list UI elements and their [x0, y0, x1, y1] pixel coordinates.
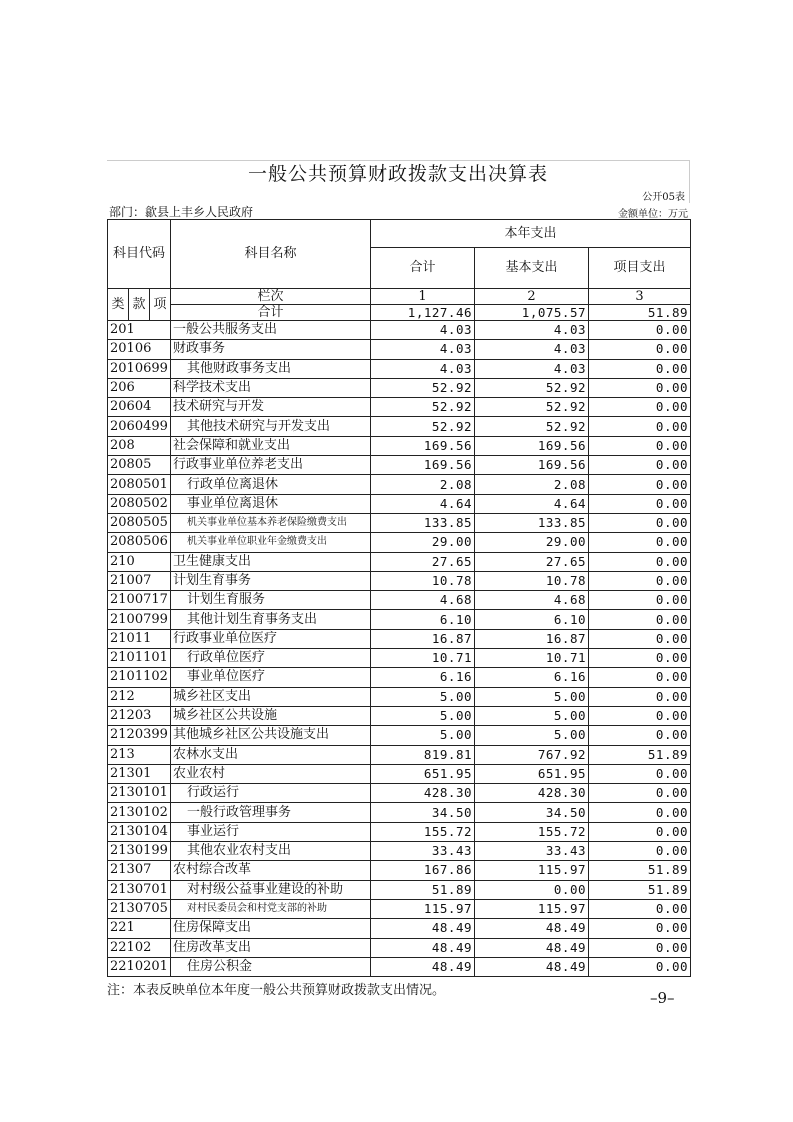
- project-value: 0.00: [589, 629, 691, 648]
- basic-value: 52.92: [475, 378, 589, 397]
- unit-label: 金额单位：万元: [618, 209, 688, 220]
- subject-name: 行政事业单位医疗: [171, 629, 371, 648]
- basic-value: 10.78: [475, 571, 589, 590]
- total-row: [108, 305, 691, 321]
- subject-name: 住房保障支出: [171, 919, 371, 938]
- subject-code: 21301: [108, 764, 171, 783]
- project-value: 51.89: [589, 861, 691, 880]
- table-row: [108, 706, 691, 725]
- subject-name: 机关事业单位职业年金缴费支出: [171, 533, 371, 552]
- subject-code: 2080501: [108, 475, 171, 494]
- table-row: [108, 552, 691, 571]
- header-lei: 类: [108, 289, 129, 321]
- table-row: [108, 629, 691, 648]
- project-value: 0.00: [589, 475, 691, 494]
- subject-name: 对村民委员会和村党支部的补助: [171, 899, 371, 918]
- basic-value: 4.03: [475, 340, 589, 359]
- table-row: [108, 861, 691, 880]
- table-row: [108, 899, 691, 918]
- total-value: 6.10: [371, 610, 475, 629]
- subject-name: 事业单位离退休: [171, 494, 371, 513]
- basic-value: 2.08: [475, 475, 589, 494]
- subject-name: 一般公共服务支出: [171, 321, 371, 340]
- subject-name: 卫生健康支出: [171, 552, 371, 571]
- table-row: [108, 533, 691, 552]
- basic-value: 16.87: [475, 629, 589, 648]
- project-value: 0.00: [589, 340, 691, 359]
- table-row: [108, 417, 691, 436]
- basic-value: 169.56: [475, 456, 589, 475]
- table-row: [108, 610, 691, 629]
- total-value: 52.92: [371, 417, 475, 436]
- subject-name: 行政单位医疗: [171, 649, 371, 668]
- total-value: 1,127.46: [371, 305, 475, 321]
- header-code: 科目代码: [108, 220, 171, 289]
- page-number: –9–: [650, 989, 675, 1007]
- project-value: 51.89: [589, 880, 691, 899]
- total-value: 48.49: [371, 919, 475, 938]
- total-value: 651.95: [371, 764, 475, 783]
- table-row: [108, 456, 691, 475]
- total-project-value: 51.89: [589, 305, 691, 321]
- subject-name: 城乡社区公共设施: [171, 706, 371, 725]
- project-value: 0.00: [589, 513, 691, 532]
- subject-code: 201: [108, 321, 171, 340]
- header-project: 项目支出: [589, 248, 691, 289]
- project-value: 0.00: [589, 726, 691, 745]
- table-row: [108, 822, 691, 841]
- header-total: 合计: [371, 248, 475, 289]
- basic-value: 4.64: [475, 494, 589, 513]
- project-value: 0.00: [589, 378, 691, 397]
- project-value: 0.00: [589, 533, 691, 552]
- subject-name: 其他计划生育事务支出: [171, 610, 371, 629]
- total-value: 169.56: [371, 436, 475, 455]
- subject-name: 住房公积金: [171, 957, 371, 976]
- subject-code: 2120399: [108, 726, 171, 745]
- table-row: [108, 726, 691, 745]
- table-row: [108, 668, 691, 687]
- subject-code: 2080506: [108, 533, 171, 552]
- subject-code: 2010699: [108, 359, 171, 378]
- subject-name: 行政事业单位养老支出: [171, 456, 371, 475]
- project-value: 0.00: [589, 803, 691, 822]
- project-value: 0.00: [589, 571, 691, 590]
- total-value: 16.87: [371, 629, 475, 648]
- subject-code: 22102: [108, 938, 171, 957]
- subject-code: 2130701: [108, 880, 171, 899]
- total-value: 52.92: [371, 398, 475, 417]
- total-value: 33.43: [371, 842, 475, 861]
- basic-value: 34.50: [475, 803, 589, 822]
- project-value: 0.00: [589, 398, 691, 417]
- subject-code: 2130705: [108, 899, 171, 918]
- table-row: [108, 745, 691, 764]
- table-row: [108, 842, 691, 861]
- total-value: 34.50: [371, 803, 475, 822]
- total-value: 48.49: [371, 938, 475, 957]
- subject-code: 2101101: [108, 649, 171, 668]
- total-value: 10.78: [371, 571, 475, 590]
- basic-value: 767.92: [475, 745, 589, 764]
- total-value: 5.00: [371, 726, 475, 745]
- table-row: [108, 784, 691, 803]
- header-current-year: 本年支出: [371, 220, 691, 248]
- project-value: 0.00: [589, 957, 691, 976]
- subject-code: 2130102: [108, 803, 171, 822]
- basic-value: 52.92: [475, 417, 589, 436]
- basic-value: 5.00: [475, 726, 589, 745]
- subject-code: 208: [108, 436, 171, 455]
- table-row: [108, 436, 691, 455]
- project-value: 0.00: [589, 784, 691, 803]
- table-row: [108, 957, 691, 976]
- subject-code: 2130101: [108, 784, 171, 803]
- subject-name: 对村级公益事业建设的补助: [171, 880, 371, 899]
- total-value: 29.00: [371, 533, 475, 552]
- project-value: 0.00: [589, 591, 691, 610]
- total-value: 4.68: [371, 591, 475, 610]
- table-row: [108, 938, 691, 957]
- subject-code: 2080505: [108, 513, 171, 532]
- total-value: 5.00: [371, 706, 475, 725]
- project-value: 0.00: [589, 764, 691, 783]
- total-value: 133.85: [371, 513, 475, 532]
- subject-code: 2060499: [108, 417, 171, 436]
- subject-name: 一般行政管理事务: [171, 803, 371, 822]
- basic-value: 6.16: [475, 668, 589, 687]
- basic-value: 115.97: [475, 899, 589, 918]
- project-value: 0.00: [589, 494, 691, 513]
- total-value: 115.97: [371, 899, 475, 918]
- subject-code: 2210201: [108, 957, 171, 976]
- total-value: 5.00: [371, 687, 475, 706]
- total-label: 合计: [171, 305, 371, 321]
- basic-value: 5.00: [475, 706, 589, 725]
- table-note: 注：本表反映单位本年度一般公共预算财政拨款支出情况。: [107, 983, 446, 998]
- total-value: 52.92: [371, 378, 475, 397]
- subject-code: 2080502: [108, 494, 171, 513]
- subject-name: 农林水支出: [171, 745, 371, 764]
- project-value: 0.00: [589, 610, 691, 629]
- table-row: [108, 494, 691, 513]
- table-row: [108, 398, 691, 417]
- table-row: [108, 591, 691, 610]
- subject-name: 事业单位医疗: [171, 668, 371, 687]
- subject-name: 财政事务: [171, 340, 371, 359]
- subject-name: 城乡社区支出: [171, 687, 371, 706]
- project-value: 0.00: [589, 842, 691, 861]
- table-row: [108, 321, 691, 340]
- basic-value: 651.95: [475, 764, 589, 783]
- project-value: 0.00: [589, 687, 691, 706]
- subject-code: 20805: [108, 456, 171, 475]
- subject-name: 农村综合改革: [171, 861, 371, 880]
- basic-value: 27.65: [475, 552, 589, 571]
- header-basic: 基本支出: [475, 248, 589, 289]
- subject-code: 21011: [108, 629, 171, 648]
- basic-value: 4.03: [475, 359, 589, 378]
- department-row: [107, 203, 690, 219]
- table-row: [108, 359, 691, 378]
- total-value: 4.64: [371, 494, 475, 513]
- subject-code: 2100799: [108, 610, 171, 629]
- header-name: 科目名称: [171, 220, 371, 289]
- subject-name: 计划生育事务: [171, 571, 371, 590]
- total-value: 4.03: [371, 359, 475, 378]
- table-row: [108, 803, 691, 822]
- subject-name: 事业运行: [171, 822, 371, 841]
- subject-name: 其他技术研究与开发支出: [171, 417, 371, 436]
- total-value: 2.08: [371, 475, 475, 494]
- project-value: 0.00: [589, 436, 691, 455]
- project-value: 0.00: [589, 417, 691, 436]
- subject-name: 科学技术支出: [171, 378, 371, 397]
- basic-value: 0.00: [475, 880, 589, 899]
- subject-code: 2101102: [108, 668, 171, 687]
- subject-code: 21203: [108, 706, 171, 725]
- table-row: [108, 571, 691, 590]
- total-value: 6.16: [371, 668, 475, 687]
- subject-name: 其他财政事务支出: [171, 359, 371, 378]
- basic-value: 48.49: [475, 957, 589, 976]
- basic-value: 6.10: [475, 610, 589, 629]
- header-kuan: 款: [129, 289, 150, 321]
- total-basic-value: 1,075.57: [475, 305, 589, 321]
- project-value: 0.00: [589, 822, 691, 841]
- basic-value: 115.97: [475, 861, 589, 880]
- basic-value: 155.72: [475, 822, 589, 841]
- table-row: [108, 475, 691, 494]
- total-value: 27.65: [371, 552, 475, 571]
- total-value: 819.81: [371, 745, 475, 764]
- project-value: 51.89: [589, 745, 691, 764]
- basic-value: 10.71: [475, 649, 589, 668]
- project-value: 0.00: [589, 359, 691, 378]
- total-value: 4.03: [371, 340, 475, 359]
- subject-code: 212: [108, 687, 171, 706]
- basic-value: 428.30: [475, 784, 589, 803]
- subject-code: 206: [108, 378, 171, 397]
- total-value: 428.30: [371, 784, 475, 803]
- subject-name: 行政运行: [171, 784, 371, 803]
- table-row: [108, 513, 691, 532]
- header-col3: 3: [589, 289, 691, 305]
- total-value: 48.49: [371, 957, 475, 976]
- basic-value: 169.56: [475, 436, 589, 455]
- total-value: 10.71: [371, 649, 475, 668]
- project-value: 0.00: [589, 706, 691, 725]
- subject-code: 221: [108, 919, 171, 938]
- table-row: [108, 687, 691, 706]
- subject-name: 计划生育服务: [171, 591, 371, 610]
- project-value: 0.00: [589, 552, 691, 571]
- header-xiang: 项: [150, 289, 171, 321]
- project-value: 0.00: [589, 456, 691, 475]
- project-value: 0.00: [589, 938, 691, 957]
- project-value: 0.00: [589, 668, 691, 687]
- department-label: 部门：歙县上丰乡人民政府: [109, 205, 254, 219]
- subject-code: 210: [108, 552, 171, 571]
- title-row: [107, 160, 690, 186]
- total-value: 51.89: [371, 880, 475, 899]
- form-code-row: [107, 186, 690, 203]
- project-value: 0.00: [589, 649, 691, 668]
- subject-code: 21307: [108, 861, 171, 880]
- basic-value: 4.03: [475, 321, 589, 340]
- basic-value: 133.85: [475, 513, 589, 532]
- subject-name: 其他农业农村支出: [171, 842, 371, 861]
- table-row: [108, 340, 691, 359]
- subject-name: 社会保障和就业支出: [171, 436, 371, 455]
- subject-name: 技术研究与开发: [171, 398, 371, 417]
- subject-name: 其他城乡社区公共设施支出: [171, 726, 371, 745]
- subject-code: 2100717: [108, 591, 171, 610]
- subject-name: 农业农村: [171, 764, 371, 783]
- subject-name: 住房改革支出: [171, 938, 371, 957]
- total-value: 167.86: [371, 861, 475, 880]
- subject-code: 2130199: [108, 842, 171, 861]
- header-row-1: [108, 220, 691, 248]
- table-row: [108, 378, 691, 397]
- project-value: 0.00: [589, 899, 691, 918]
- subject-code: 213: [108, 745, 171, 764]
- basic-value: 33.43: [475, 842, 589, 861]
- form-code: 公开05表: [642, 192, 685, 203]
- table-row: [108, 649, 691, 668]
- total-value: 4.03: [371, 321, 475, 340]
- table-row: [108, 764, 691, 783]
- header-row-3: [108, 289, 691, 305]
- basic-value: 48.49: [475, 919, 589, 938]
- table-row: [108, 880, 691, 899]
- expenditure-table: [107, 219, 691, 977]
- project-value: 0.00: [589, 321, 691, 340]
- page-title: 一般公共预算财政拨款支出决算表: [247, 163, 548, 185]
- header-col1: 1: [371, 289, 475, 305]
- subject-code: 20106: [108, 340, 171, 359]
- total-value: 169.56: [371, 456, 475, 475]
- subject-name: 机关事业单位基本养老保险缴费支出: [171, 513, 371, 532]
- table-row: [108, 919, 691, 938]
- subject-code: 2130104: [108, 822, 171, 841]
- subject-name: 行政单位离退休: [171, 475, 371, 494]
- basic-value: 48.49: [475, 938, 589, 957]
- basic-value: 52.92: [475, 398, 589, 417]
- subject-code: 21007: [108, 571, 171, 590]
- basic-value: 5.00: [475, 687, 589, 706]
- subject-code: 20604: [108, 398, 171, 417]
- basic-value: 4.68: [475, 591, 589, 610]
- project-value: 0.00: [589, 919, 691, 938]
- header-col2: 2: [475, 289, 589, 305]
- header-column-label: 栏次: [171, 289, 371, 305]
- basic-value: 29.00: [475, 533, 589, 552]
- total-value: 155.72: [371, 822, 475, 841]
